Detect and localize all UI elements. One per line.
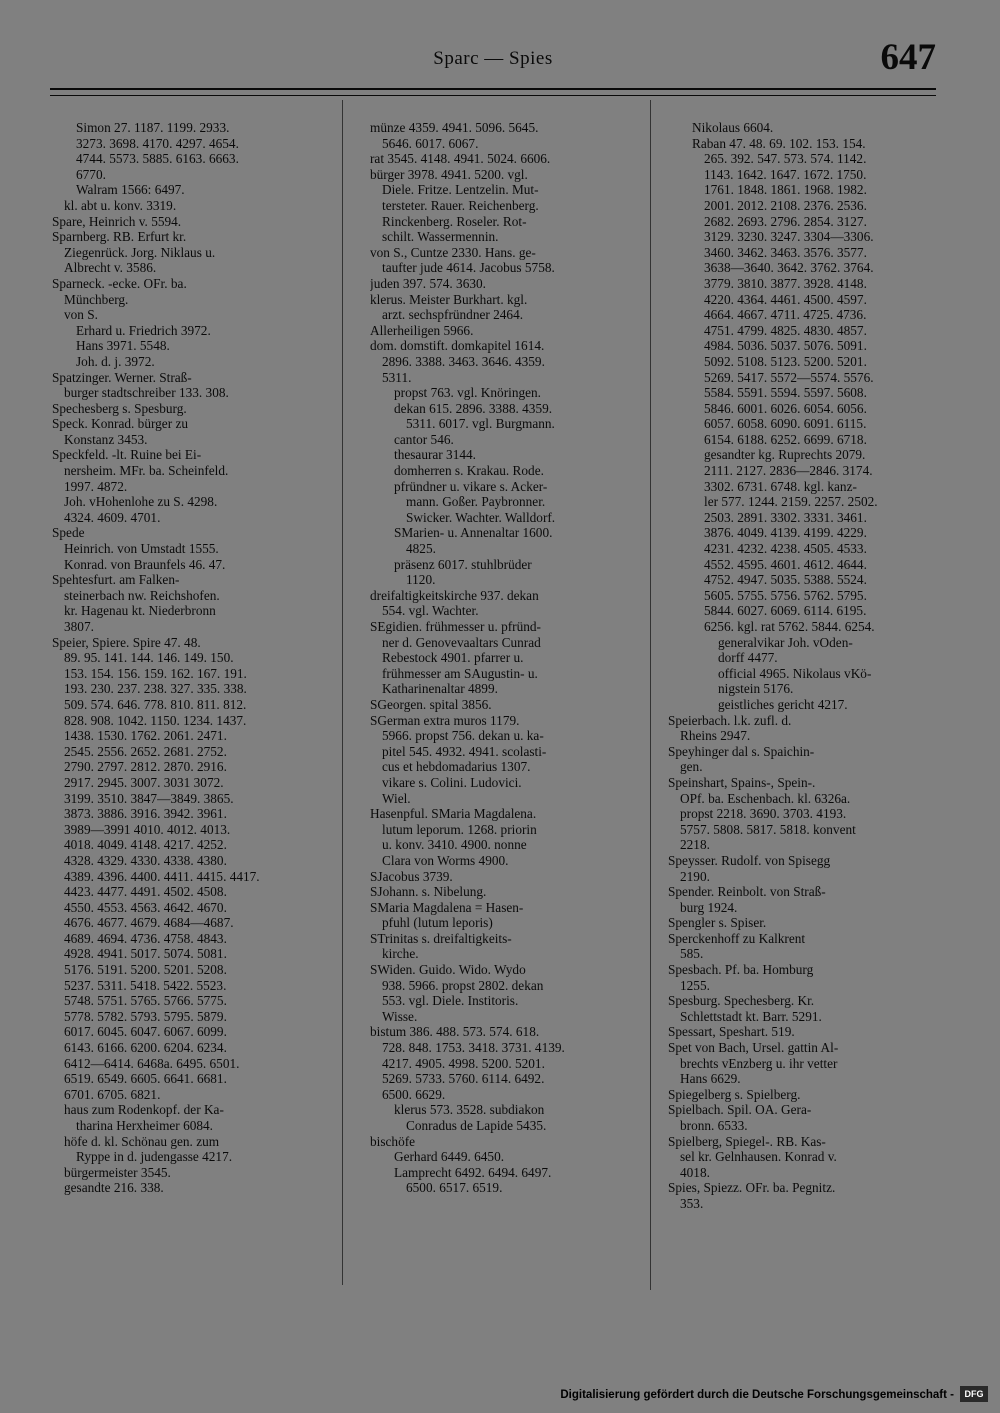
index-entry-line: 6143. 6166. 6200. 6204. 6234. (64, 1040, 227, 1056)
index-entry-line: gesandte 216. 338. (64, 1180, 164, 1196)
index-entry-line: 4018. 4049. 4148. 4217. 4252. (64, 837, 227, 853)
index-entry-line: Raban 47. 48. 69. 102. 153. 154. (692, 135, 866, 151)
index-entry-line: OPf. ba. Eschenbach. kl. 6326a. (680, 790, 851, 806)
index-entry-line: Ryppe in d. judengasse 4217. (76, 1149, 233, 1165)
dfg-logo: DFG (960, 1386, 988, 1402)
index-entry-line: nigstein 5176. (718, 681, 794, 697)
index-entry-line: tharina Herxheimer 6084. (76, 1118, 213, 1133)
index-entry-line: 4752. 4947. 5035. 5388. 5524. (704, 572, 867, 588)
index-entry-line: 5269. 5417. 5572—5574. 5576. (704, 369, 874, 385)
index-entry-line: propst 763. vgl. Knöringen. (394, 385, 541, 401)
index-entry-line: 6500. 6629. (382, 1086, 446, 1102)
index-entry-line: Katharinenaltar 4899. (382, 681, 498, 697)
index-entry-head: dreifaltigkeitskirche 937. dekan (370, 587, 539, 603)
index-entry-line: vikare s. Colini. Ludovici. (382, 774, 522, 790)
index-entry-line: 153. 154. 156. 159. 162. 167. 191. (64, 665, 247, 681)
index-entry-line: ler 577. 1244. 2159. 2257. 2502. (704, 494, 878, 510)
index-entry-line: 5748. 5751. 5765. 5766. 5775. (64, 993, 227, 1009)
index-entry-line: 3779. 3810. 3877. 3928. 4148. (704, 275, 867, 291)
index-entry-line: 4220. 4364. 4461. 4500. 4597. (704, 291, 867, 307)
index-entry-line: 509. 574. 646. 778. 810. 811. 812. (64, 696, 247, 712)
index-entry-line: 4389. 4396. 4400. 4411. 4415. 4417. (64, 868, 260, 884)
index-entry-line: 5092. 5108. 5123. 5200. 5201. (704, 353, 867, 369)
index-entry-line: 4751. 4799. 4825. 4830. 4857. (704, 322, 867, 338)
index-entry-head: Allerheiligen 5966. (370, 322, 474, 338)
index-entry-line: 5646. 6017. 6067. (382, 135, 479, 151)
index-entry-head: SEgidien. frühmesser u. pfründ- (370, 619, 541, 634)
index-entry-line: 265. 392. 547. 573. 574. 1142. (704, 151, 867, 167)
index-entry-line: domherren s. Krakau. Rode. (394, 463, 544, 479)
index-entry-line: 4676. 4677. 4679. 4684—4687. (64, 915, 234, 931)
index-entry-line: burg 1924. (680, 899, 738, 915)
index-entry-head: SGerman extra muros 1179. (370, 712, 520, 728)
index-entry-head: Spehtesfurt. am Falken- (52, 572, 180, 588)
index-entry-line: präsenz 6017. stuhlbrüder (394, 556, 532, 572)
index-entry-line: Rinckenberg. Roseler. Rot- (382, 213, 527, 229)
index-entry-line: gesandter kg. Ruprechts 2079. (704, 447, 866, 463)
index-entry-line: geistliches gericht 4217. (718, 696, 848, 712)
index-entry-line: 3199. 3510. 3847—3849. 3865. (64, 790, 234, 806)
column-divider-1 (342, 100, 343, 1285)
index-entry-line: Konstanz 3453. (64, 431, 148, 447)
index-entry-line: kr. Hagenau kt. Niederbronn (64, 603, 216, 619)
index-entry-line: 1143. 1642. 1647. 1672. 1750. (704, 166, 867, 182)
index-entry-head: Speyhinger dal s. Spaichin- (668, 743, 815, 759)
index-entry-head: Spatzinger. Werner. Straß- (52, 369, 192, 385)
index-entry-head: Speier, Spiere. Spire 47. 48. (52, 634, 201, 650)
index-entry-line: 1120. (406, 572, 436, 588)
index-entry-line: klerus 573. 3528. subdiakon (394, 1102, 545, 1118)
index-entry-line: burger stadtschreiber 133. 308. (64, 385, 229, 401)
index-entry-line: 6701. 6705. 6821. (64, 1086, 161, 1102)
index-entry-line: Swicker. Wachter. Walldorf. (406, 509, 556, 525)
index-entry-head: münze 4359. 4941. 5096. 5645. (370, 120, 539, 135)
index-entry-line: Albrecht v. 3586. (64, 260, 157, 276)
index-entry-line: 353. (680, 1195, 704, 1211)
index-entry-line: SMarien- u. Annenaltar 1600. (394, 525, 553, 541)
index-entry-line: 6500. 6517. 6519. (406, 1180, 503, 1196)
index-entry-line: 3460. 3462. 3463. 3576. 3577. (704, 244, 867, 260)
index-entry-line: 6412—6414. 6468a. 6495. 6501. (64, 1055, 240, 1071)
index-entry-head: juden 397. 574. 3630. (370, 275, 486, 291)
index-entry-line: 3989—3991 4010. 4012. 4013. (64, 821, 231, 837)
index-entry-line: Walram 1566: 6497. (76, 182, 185, 198)
index-entry-line: Diele. Fritze. Lentzelin. Mut- (382, 182, 539, 198)
index-entry-line: generalvikar Joh. vOden- (718, 634, 853, 650)
index-entry-line: 4744. 5573. 5885. 6163. 6663. (76, 151, 239, 167)
index-entry-line: von S. (64, 307, 98, 323)
index-entry-line: 3129. 3230. 3247. 3304—3306. (704, 229, 874, 245)
index-entry-line: 3873. 3886. 3916. 3942. 3961. (64, 806, 227, 822)
index-entry-line: 6057. 6058. 6090. 6091. 6115. (704, 416, 867, 432)
index-entry-line: 5757. 5808. 5817. 5818. konvent (680, 821, 856, 837)
index-entry-line: 938. 5966. propst 2802. dekan (382, 977, 544, 993)
running-header-title: Sparc — Spies (433, 48, 553, 69)
index-entry-head: bischöfe (370, 1133, 416, 1149)
index-entry-head: STrinitas s. dreifaltigkeits- (370, 930, 512, 946)
index-entry-line: 4552. 4595. 4601. 4612. 4644. (704, 556, 867, 572)
index-entry-line: Ziegenrück. Jorg. Niklaus u. (64, 244, 216, 260)
index-entry-line: bronn. 6533. (680, 1118, 748, 1133)
index-entry-head: SWiden. Guido. Wido. Wydo (370, 962, 526, 978)
index-entry-line: Clara von Worms 4900. (382, 852, 509, 868)
index-entry-line: 728. 848. 1753. 3418. 3731. 4139. (382, 1040, 565, 1056)
index-entry-line: 4664. 4667. 4711. 4725. 4736. (704, 307, 867, 323)
index-entry-line: Schlettstadt kt. Barr. 5291. (680, 1008, 822, 1024)
index-entry-head: Speysser. Rudolf. von Spisegg (668, 852, 831, 868)
index-entry-line: 1255. (680, 977, 710, 993)
index-entry-line: mann. Goßer. Paybronner. (406, 494, 546, 510)
index-entry-line: pfründner u. vikare s. Acker- (394, 478, 548, 494)
index-entry-line: 3807. (64, 619, 94, 634)
index-entry-line: 5778. 5782. 5793. 5795. 5879. (64, 1008, 227, 1024)
index-entry-head: Spessart, Speshart. 519. (668, 1024, 795, 1040)
index-entry-line: 1997. 4872. (64, 478, 128, 494)
index-entry-line: cus et hebdomadarius 1307. (382, 759, 531, 775)
index-entry-head: Spechesberg s. Spesburg. (52, 400, 187, 416)
index-entry-line: pitel 545. 4932. 4941. scolasti- (382, 743, 547, 759)
index-entry-line: 5966. propst 756. dekan u. ka- (382, 728, 544, 744)
index-entry-line: 5237. 5311. 5418. 5422. 5523. (64, 977, 227, 993)
index-entry-line: 585. (680, 946, 704, 962)
index-entry-line: Gerhard 6449. 6450. (394, 1149, 505, 1165)
index-entry-line: 3302. 6731. 6748. kgl. kanz- (704, 478, 857, 494)
index-entry-line: steinerbach nw. Reichshofen. (64, 587, 220, 603)
index-entry-head: bistum 386. 488. 573. 574. 618. (370, 1024, 540, 1040)
index-entry-line: 2503. 2891. 3302. 3331. 3461. (704, 509, 867, 525)
column-divider-2 (650, 100, 651, 1290)
index-entry-line: 6519. 6549. 6605. 6641. 6681. (64, 1071, 227, 1087)
index-entry-line: schilt. Wassermennin. (382, 229, 499, 245)
index-entry-line: 4324. 4609. 4701. (64, 509, 161, 525)
index-entry-line: 5176. 5191. 5200. 5201. 5208. (64, 962, 227, 978)
index-entry-line: 1761. 1848. 1861. 1968. 1982. (704, 182, 867, 198)
index-entry-line: arzt. sechspfründner 2464. (382, 307, 524, 323)
index-entry-head: Speckfeld. -lt. Ruine bei Ei- (52, 447, 202, 463)
index-entry-line: 4928. 4941. 5017. 5074. 5081. (64, 946, 227, 962)
index-entry-line: 2545. 2556. 2652. 2681. 2752. (64, 743, 227, 759)
index-entry-head: Spielbach. Spil. OA. Gera- (668, 1102, 812, 1118)
index-entry-line: Hans 6629. (680, 1071, 741, 1087)
index-entry-line: dekan 615. 2896. 3388. 4359. (394, 400, 553, 416)
index-entry-head: Sparnberg. RB. Erfurt kr. (52, 229, 187, 245)
index-entry-line: 2001. 2012. 2108. 2376. 2536. (704, 197, 867, 213)
index-entry-line: 4328. 4329. 4330. 4338. 4380. (64, 852, 227, 868)
index-column-2 (370, 120, 632, 1196)
index-entry-line: Heinrich. von Umstadt 1555. (64, 541, 219, 557)
index-entry-line: 2218. (680, 837, 710, 853)
index-column-3 (668, 120, 940, 1212)
index-entry-line: 2682. 2693. 2796. 2854. 3127. (704, 213, 867, 229)
index-entry-line: Konrad. von Braunfels 46. 47. (64, 556, 226, 572)
index-entry-head: Hasenpful. SMaria Magdalena. (370, 806, 537, 822)
index-entry-line: Rebestock 4901. pfarrer u. (382, 650, 524, 666)
index-entry-line: Joh. d. j. 3972. (76, 353, 155, 369)
index-entry-line: 5846. 6001. 6026. 6054. 6056. (704, 400, 867, 416)
index-entry-line: lutum leporum. 1268. priorin (382, 821, 537, 837)
index-entry-line: gen. (680, 759, 703, 775)
index-entry-head: von S., Cuntze 2330. Hans. ge- (370, 244, 536, 260)
index-entry-line: tersteter. Rauer. Reichenberg. (382, 197, 539, 213)
index-entry-head: SJacobus 3739. (370, 868, 453, 884)
header-rule-top (50, 88, 936, 90)
index-entry-line: 4825. (406, 541, 436, 557)
index-entry-line: Erhard u. Friedrich 3972. (76, 322, 211, 338)
index-entry-line: höfe d. kl. Schönau gen. zum (64, 1133, 220, 1149)
index-entry-line: Simon 27. 1187. 1199. 2933. (76, 120, 230, 135)
index-entry-head: SJohann. s. Nibelung. (370, 884, 487, 900)
digitization-credit: Digitalisierung gefördert durch die Deutsche Forschungsgemeinschaft - (560, 1389, 954, 1401)
index-entry-line: 1438. 1530. 1762. 2061. 2471. (64, 728, 227, 744)
index-entry-line: 2190. (680, 868, 710, 884)
index-entry-head: dom. domstift. domkapitel 1614. (370, 338, 545, 354)
index-entry-line: 4689. 4694. 4736. 4758. 4843. (64, 930, 227, 946)
index-entry-line: frühmesser am SAugustin- u. (382, 665, 538, 681)
index-entry-head: Spesburg. Spechesberg. Kr. (668, 993, 815, 1009)
index-entry-head: Speinshart, Spains-, Spein-. (668, 774, 816, 790)
index-entry-head: Spet von Bach, Ursel. gattin Al- (668, 1040, 839, 1056)
index-entry-line: 3638—3640. 3642. 3762. 3764. (704, 260, 874, 276)
index-entry-line: cantor 546. (394, 431, 454, 447)
header-rule-bottom (50, 95, 936, 96)
index-entry-line: 6154. 6188. 6252. 6699. 6718. (704, 431, 867, 447)
index-entry-head: SMaria Magdalena = Hasen- (370, 899, 524, 915)
index-entry-head: klerus. Meister Burkhart. kgl. (370, 291, 528, 307)
index-entry-line: 554. vgl. Wachter. (382, 603, 479, 619)
index-entry-line: 4984. 5036. 5037. 5076. 5091. (704, 338, 867, 354)
index-entry-line: pfuhl (lutum leporis) (382, 915, 493, 931)
index-entry-head: Sperckenhoff zu Kalkrent (668, 930, 806, 946)
index-entry-line: kirche. (382, 946, 419, 962)
index-entry-line: Nikolaus 6604. (692, 120, 774, 135)
index-entry-head: Spesbach. Pf. ba. Homburg (668, 962, 814, 978)
index-entry-line: nersheim. MFr. ba. Scheinfeld. (64, 463, 229, 479)
index-entry-line: Lamprecht 6492. 6494. 6497. (394, 1164, 552, 1180)
index-entry-line: thesaurar 3144. (394, 447, 476, 463)
index-entry-head: Spender. Reinbolt. von Straß- (668, 884, 826, 900)
index-entry-line: brechts vEnzberg u. ihr vetter (680, 1055, 838, 1071)
index-entry-line: sel kr. Gelnhausen. Konrad v. (680, 1149, 837, 1165)
index-entry-line: taufter jude 4614. Jacobus 5758. (382, 260, 555, 276)
index-entry-line: 4231. 4232. 4238. 4505. 4533. (704, 541, 867, 557)
index-entry-head: Spengler s. Spiser. (668, 915, 767, 931)
index-entry-head: SGeorgen. spital 3856. (370, 696, 492, 712)
index-entry-line: Hans 3971. 5548. (76, 338, 170, 354)
index-entry-line: 4423. 4477. 4491. 4502. 4508. (64, 884, 227, 900)
index-entry-line: 2790. 2797. 2812. 2870. 2916. (64, 759, 227, 775)
index-entry-head: Sparneck. -ecke. OFr. ba. (52, 275, 187, 291)
index-entry-line: Wisse. (382, 1008, 418, 1024)
index-entry-line: 2896. 3388. 3463. 3646. 4359. (382, 353, 545, 369)
index-entry-line: 4217. 4905. 4998. 5200. 5201. (382, 1055, 545, 1071)
index-entry-line: 5844. 6027. 6069. 6114. 6195. (704, 603, 867, 619)
index-entry-line: 553. vgl. Diele. Institoris. (382, 993, 519, 1009)
index-entry-line: bürgermeister 3545. (64, 1164, 171, 1180)
page-number: 647 (880, 37, 936, 78)
index-entry-line: Wiel. (382, 790, 411, 806)
index-entry-head: Spies, Spiezz. OFr. ba. Pegnitz. (668, 1180, 836, 1196)
index-entry-line: 828. 908. 1042. 1150. 1234. 1437. (64, 712, 247, 728)
index-entry-line: haus zum Rodenkopf. der Ka- (64, 1102, 224, 1118)
index-entry-head: Speierbach. l.k. zufl. d. (668, 712, 792, 728)
index-entry-head: Spielberg, Spiegel-. RB. Kas- (668, 1133, 826, 1149)
index-entry-head: Spiegelberg s. Spielberg. (668, 1086, 801, 1102)
index-entry-line: 2111. 2127. 2836—2846. 3174. (704, 463, 873, 479)
index-entry-line: 5311. (382, 369, 412, 385)
index-entry-line: 193. 230. 237. 238. 327. 335. 338. (64, 681, 247, 697)
index-entry-head: Spare, Heinrich v. 5594. (52, 213, 182, 229)
index-entry-head: Spede (52, 525, 85, 541)
index-entry-line: Rheins 2947. (680, 728, 751, 744)
index-entry-line: dorff 4477. (718, 650, 778, 666)
index-entry-line: propst 2218. 3690. 3703. 4193. (680, 806, 847, 822)
index-entry-line: 5605. 5755. 5756. 5762. 5795. (704, 587, 867, 603)
index-entry-line: 3876. 4049. 4139. 4199. 4229. (704, 525, 867, 541)
index-entry-line: 3273. 3698. 4170. 4297. 4654. (76, 135, 239, 151)
index-entry-line: ner d. Genovevaaltars Cunrad (382, 634, 541, 650)
index-column-1 (52, 120, 320, 1196)
index-entry-line: kl. abt u. konv. 3319. (64, 197, 177, 213)
index-entry-line: 6770. (76, 166, 106, 182)
index-entry-line: Joh. vHohenlohe zu S. 4298. (64, 494, 218, 510)
index-entry-line: Conradus de Lapide 5435. (406, 1118, 547, 1133)
index-entry-line: official 4965. Nikolaus vKö- (718, 665, 872, 681)
index-entry-line: 5584. 5591. 5594. 5597. 5608. (704, 385, 867, 401)
index-entry-head: bürger 3978. 4941. 5200. vgl. (370, 166, 528, 182)
index-entry-line: 5269. 5733. 5760. 6114. 6492. (382, 1071, 545, 1087)
index-entry-line: 4550. 4553. 4563. 4642. 4670. (64, 899, 227, 915)
index-entry-line: 4018. (680, 1164, 710, 1180)
index-entry-line: 2917. 2945. 3007. 3031 3072. (64, 774, 224, 790)
index-entry-line: 6017. 6045. 6047. 6067. 6099. (64, 1024, 227, 1040)
index-entry-line: 6256. kgl. rat 5762. 5844. 6254. (704, 619, 875, 634)
index-entry-line: Münchberg. (64, 291, 129, 307)
index-entry-line: u. konv. 3410. 4900. nonne (382, 837, 527, 853)
index-entry-head: Speck. Konrad. bürger zu (52, 416, 189, 432)
index-entry-line: 89. 95. 141. 144. 146. 149. 150. (64, 650, 234, 666)
index-entry-line: 5311. 6017. vgl. Burgmann. (406, 416, 555, 432)
index-entry-head: rat 3545. 4148. 4941. 5024. 6606. (370, 151, 551, 167)
